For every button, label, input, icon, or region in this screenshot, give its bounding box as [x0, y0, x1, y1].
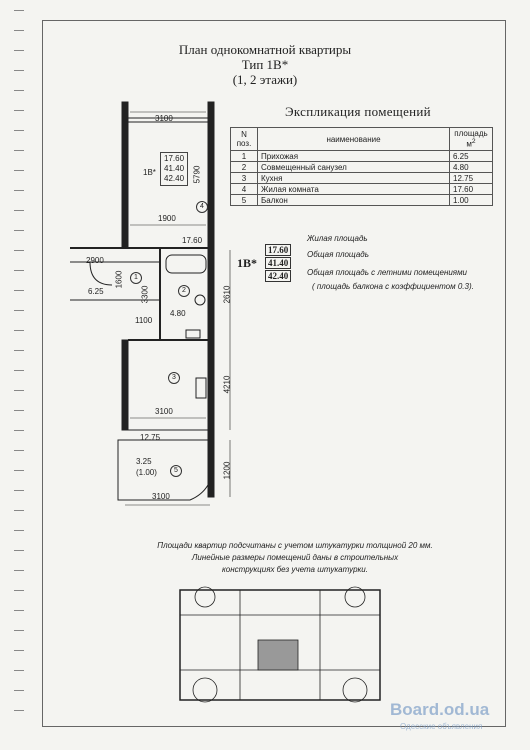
dim-4-80: 4.80	[170, 309, 186, 318]
apartment-tag-plan: 1В*	[143, 168, 156, 177]
sink-shape	[195, 295, 205, 305]
balcony-shape	[118, 440, 214, 500]
watermark-sub: Одесские объявления	[400, 722, 483, 731]
header-name: наименование	[258, 128, 450, 151]
dim-5790: 5790	[192, 165, 202, 184]
dim-2900: 2900	[86, 256, 104, 265]
dim-1-00: (1.00)	[136, 468, 157, 477]
header-area: площадь $м^2$	[450, 128, 493, 151]
table-row: 5 Балкон 1.00	[231, 195, 493, 206]
note-line-2: Линейные размеры помещений даны в строительных	[191, 553, 399, 562]
legend-living-label: Жилая площадь	[307, 234, 368, 243]
plan-title: План однокомнатной квартиры	[178, 42, 352, 57]
note-line-3: конструкциях без учета штукатурки.	[222, 565, 368, 574]
legend-total-label: Общая площадь	[307, 250, 369, 259]
dim-1900: 1900	[158, 214, 176, 223]
wall-left-lower	[122, 340, 128, 430]
dim-3100-bottom: 3100	[152, 492, 170, 501]
dim-top: 3100	[155, 114, 173, 123]
toilet-shape	[186, 330, 200, 338]
plan-type: Тип 1В*	[241, 57, 289, 72]
dim-1200: 1200	[222, 461, 232, 480]
wall-left-upper	[122, 102, 128, 247]
room-number-5: 5	[170, 465, 182, 477]
dim-3100-mid: 3100	[155, 407, 173, 416]
table-row: 1 Прихожая 6.25	[231, 151, 493, 162]
plan-floors: (1, 2 этажи)	[232, 72, 298, 87]
room-number-3: 3	[168, 372, 180, 384]
legend-summer-note: ( площадь балкона с коэффициентом 0.3).	[312, 282, 474, 291]
dim-3300: 3300	[140, 285, 150, 304]
table-row: 4 Жилая комната 17.60	[231, 184, 493, 195]
watermark-logo: Board.od.ua	[390, 700, 490, 719]
room-number-2: 2	[178, 285, 190, 297]
dim-area-17-60: 17.60	[182, 236, 203, 245]
stove-shape	[196, 378, 206, 398]
dim-2610: 2610	[222, 285, 232, 304]
legend-living-value: 17.60	[265, 244, 291, 256]
dim-6-25: 6.25	[88, 287, 104, 296]
dim-4210: 4210	[222, 375, 232, 394]
table-row: 3 Кухня 12.75	[231, 173, 493, 184]
apartment-area-box: 17.60 41.40 42.40	[160, 152, 188, 186]
dim-1600: 1600	[114, 270, 124, 289]
bathtub-shape	[166, 255, 206, 273]
dim-1100: 1100	[135, 316, 153, 325]
legend-summer-label: Общая площадь с летними помещениями	[307, 268, 467, 277]
apartment-tag: 1В*	[237, 256, 258, 270]
room-number-4: 4	[196, 201, 208, 213]
header-num: N поз.	[231, 128, 258, 151]
legend-total-value: 41.40	[265, 257, 291, 269]
room-number-1: 1	[130, 272, 142, 284]
door-arc	[90, 262, 112, 285]
legend-summer-value: 42.40	[265, 270, 291, 282]
explication-title: Экспликация помещений	[285, 104, 431, 119]
dim-12-75: 12.75	[140, 433, 161, 442]
dim-3-25: 3.25	[136, 457, 152, 466]
wall-right	[208, 102, 214, 497]
note-line-1: Площади квартир подсчитаны с учетом штукатурки толщиной 20 мм.	[157, 541, 433, 550]
table-row: 2 Совмещенный санузел 4.80	[231, 162, 493, 173]
